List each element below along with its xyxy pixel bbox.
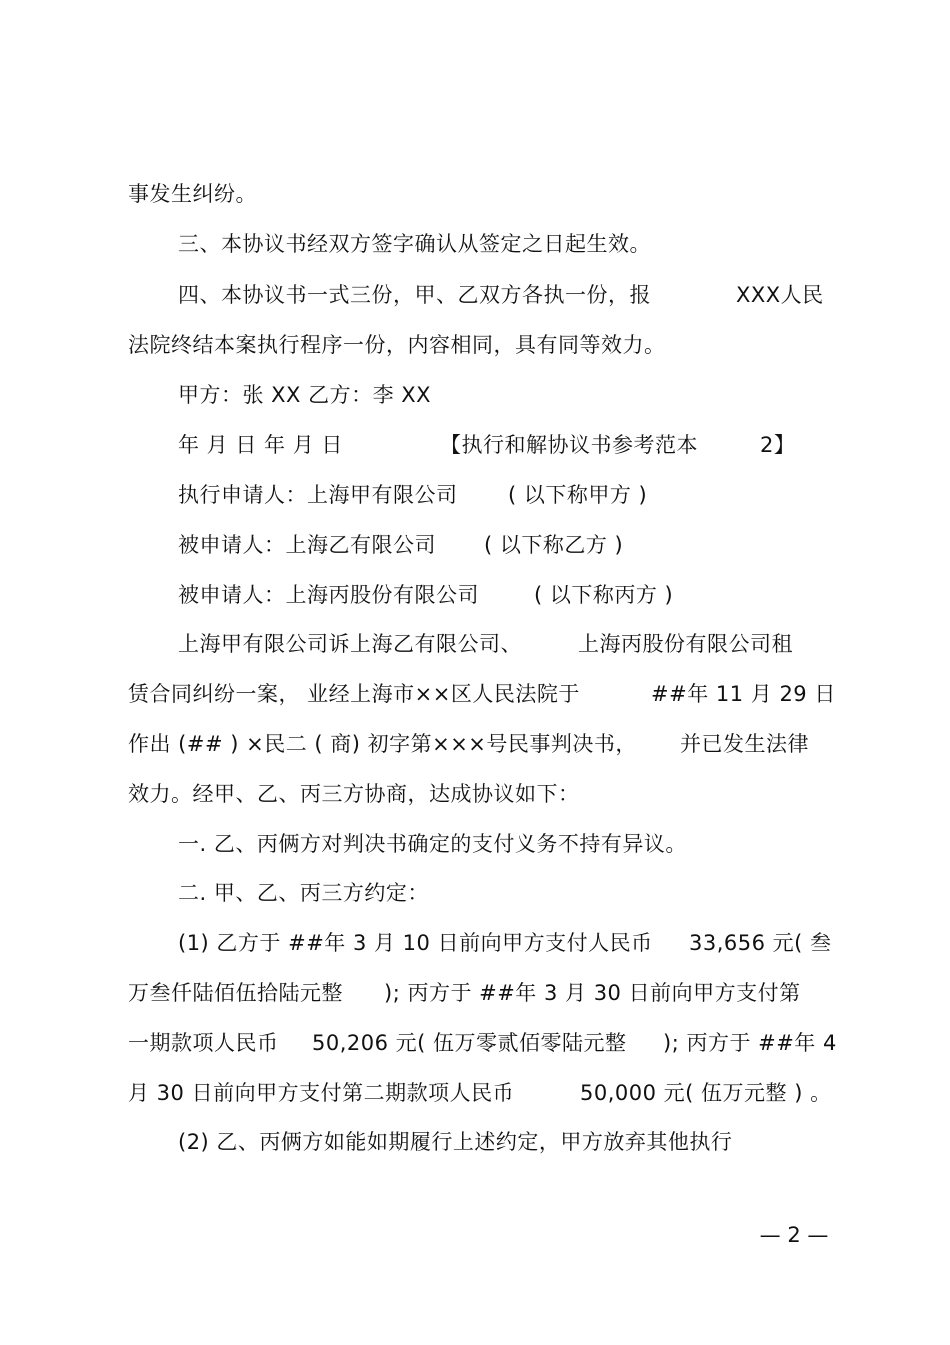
- paragraph-line: [178, 1125, 833, 1159]
- text-segment: ##年 11 月 29 日: [651, 682, 836, 706]
- text-segment: ( 以下称丙方 ): [534, 583, 674, 607]
- paragraph-line: [128, 177, 833, 211]
- text-segment: (2) 乙、丙俩方如能如期履行上述约定，甲方放弃其他执行: [178, 1130, 733, 1154]
- text-segment: 年 月 日 年 月 日: [178, 433, 343, 457]
- paragraph-line: [128, 727, 833, 761]
- text-segment: ); 丙方于 ##年 3 月 30 日前向甲方支付第: [384, 981, 801, 1005]
- text-segment: 上海甲有限公司诉上海乙有限公司、: [178, 632, 522, 656]
- paragraph-line: [128, 1026, 837, 1060]
- text-segment: ); 丙方于 ##年 4: [663, 1031, 837, 1055]
- text-segment: 50,000 元( 伍万元整 ) 。: [580, 1081, 832, 1105]
- text-segment: 被申请人：上海丙股份有限公司: [178, 583, 479, 607]
- text-segment: 2】: [760, 433, 796, 457]
- paragraph-line: [128, 777, 833, 811]
- text-segment: 执行申请人：上海甲有限公司: [178, 483, 458, 507]
- paragraph-line: [178, 926, 833, 960]
- text-segment: 一. 乙、丙俩方对判决书确定的支付义务不持有异议。: [178, 832, 687, 856]
- party-line: [178, 578, 833, 612]
- paragraph-line: [178, 627, 833, 661]
- text-segment: 法院终结本案执行程序一份，内容相同，具有同等效力。: [128, 333, 666, 357]
- text-segment: 作出 (## ) ×民二 ( 商) 初字第×××号民事判决书，: [128, 732, 637, 756]
- text-segment: 并已发生法律: [680, 732, 809, 756]
- text-segment: 事发生纠纷。: [128, 182, 257, 206]
- document-title: 【执行和解协议书参考范本: [440, 433, 698, 457]
- text-segment: 月 30 日前向甲方支付第二期款项人民币: [128, 1081, 515, 1105]
- text-segment: ( 以下称乙方 ): [484, 533, 624, 557]
- text-segment: 赁合同纠纷一案， 业经上海市××区人民法院于: [128, 682, 580, 706]
- text-segment: 上海丙股份有限公司租: [578, 632, 793, 656]
- paragraph-line: [178, 278, 833, 312]
- text-segment: 33,656 元( 叁: [689, 931, 832, 955]
- text-segment: 一期款项人民币: [128, 1031, 279, 1055]
- paragraph-line: [178, 876, 833, 910]
- text-segment: 甲方：张 XX 乙方：李 XX: [178, 383, 432, 407]
- paragraph-line: [128, 328, 833, 362]
- text-segment: 被申请人：上海乙有限公司: [178, 533, 436, 557]
- text-segment: 三、本协议书经双方签字确认从签定之日起生效。: [178, 232, 651, 256]
- paragraph-line: [128, 677, 836, 711]
- text-segment: 万叁仟陆佰伍拾陆元整: [128, 981, 343, 1005]
- paragraph-line: [178, 827, 833, 861]
- party-line: [178, 528, 833, 562]
- signature-line: [178, 378, 833, 412]
- paragraph-line: [178, 227, 833, 261]
- text-segment: 四、本协议书一式三份，甲、乙双方各执一份，报: [178, 283, 651, 307]
- paragraph-line: [128, 976, 833, 1010]
- text-segment: 二. 甲、乙、丙三方约定：: [178, 881, 429, 905]
- text-segment: 50,206 元( 伍万零贰佰零陆元整: [312, 1031, 627, 1055]
- party-line: [178, 478, 833, 512]
- page-number: — 2 —: [759, 1223, 829, 1247]
- paragraph-line: [128, 1076, 833, 1110]
- text-segment: (1) 乙方于 ##年 3 月 10 日前向甲方支付人民币: [178, 931, 653, 955]
- text-segment: 效力。经甲、乙、丙三方协商，达成协议如下：: [128, 782, 580, 806]
- date-title-line: [178, 428, 833, 462]
- text-segment: ( 以下称甲方 ): [508, 483, 648, 507]
- text-segment: XXX人民: [736, 283, 824, 307]
